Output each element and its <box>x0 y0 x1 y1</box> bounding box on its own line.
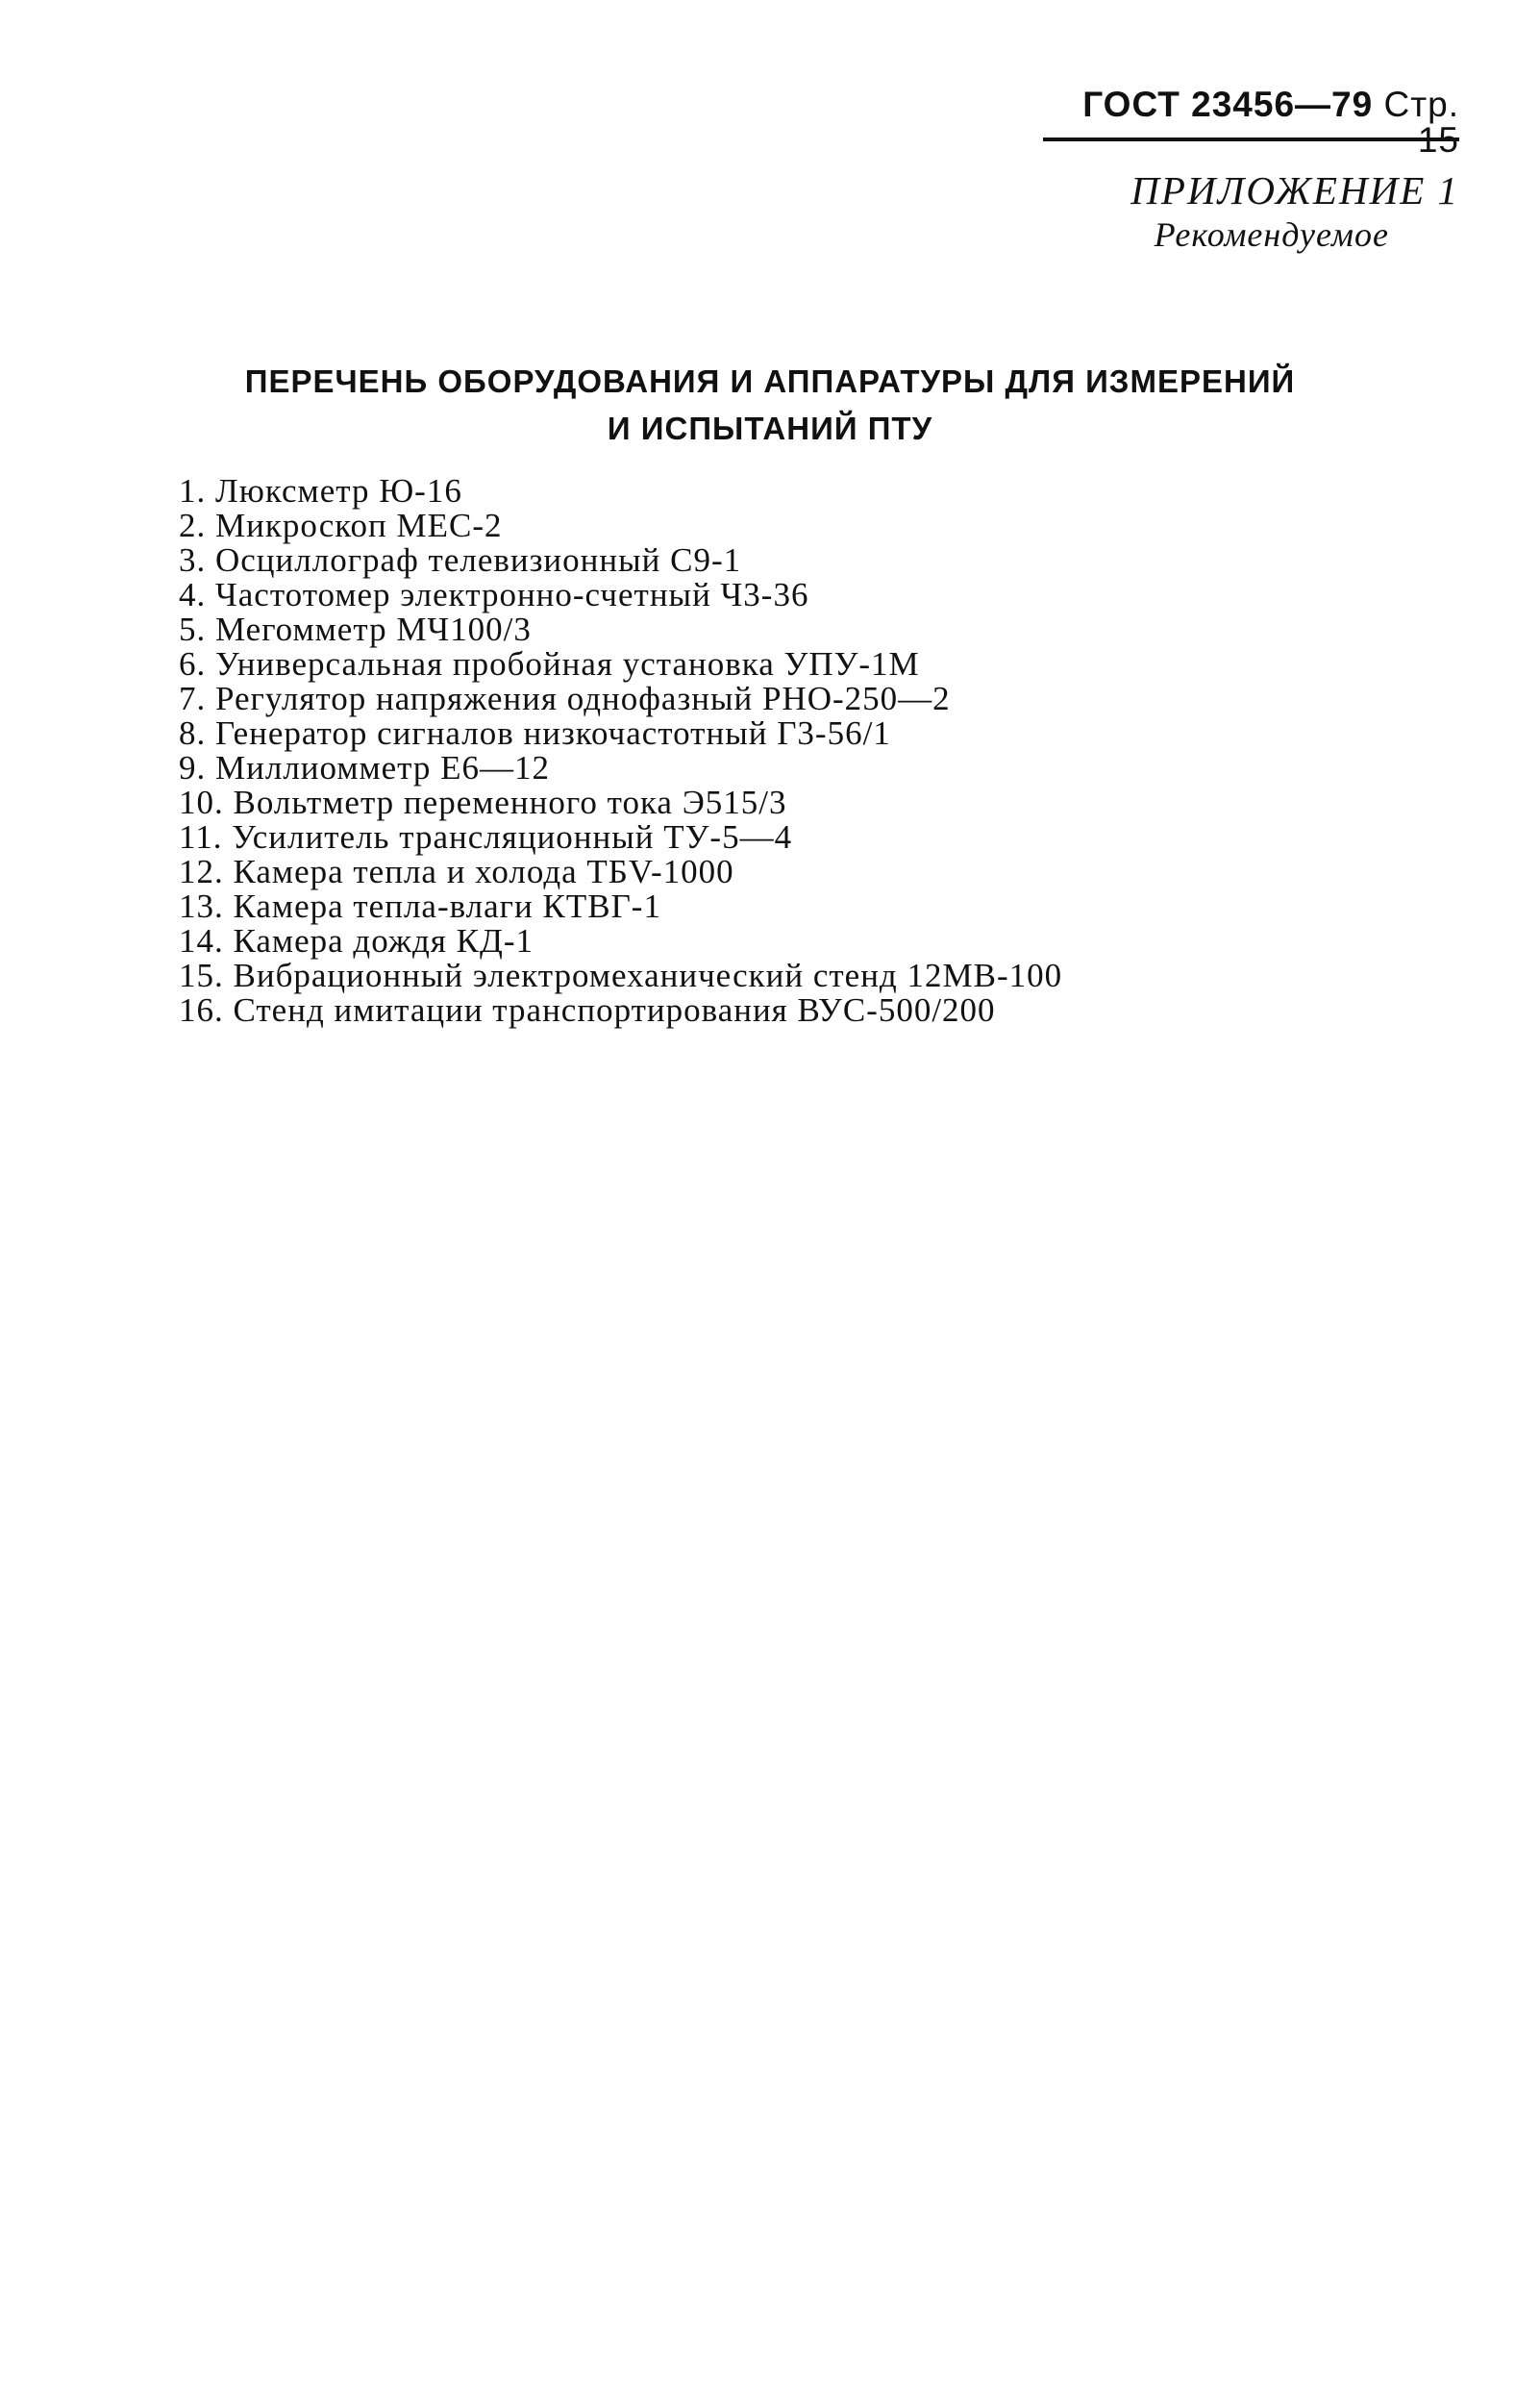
list-item: 14. Камера дождя КД-1 <box>179 922 534 960</box>
equipment-list <box>179 474 1062 1028</box>
appendix-label: ПРИЛОЖЕНИЕ 1 <box>1130 168 1459 212</box>
header-rule <box>1043 138 1459 141</box>
list-item: 5. Мегомметр МЧ100/3 <box>179 611 532 648</box>
list-item: 7. Регулятор напряжения однофазный РНО-250—2 <box>179 680 951 717</box>
list-item: 4. Частотомер электронно-счетный Ч3-36 <box>179 576 809 613</box>
list-item: 13. Камера тепла-влаги КТВГ-1 <box>179 888 661 925</box>
appendix-status: Рекомендуемое <box>1154 215 1389 254</box>
page-title <box>173 358 1367 452</box>
title-line-2: И ИСПЫТАНИЙ ПТУ <box>607 411 933 446</box>
page-header <box>1043 87 1459 158</box>
list-item: 6. Универсальная пробойная установка УПУ-1М <box>179 645 920 683</box>
list-item: 16. Стенд имитации транспортирования ВУС-500/200 <box>179 991 996 1029</box>
list-item: 10. Вольтметр переменного тока Э515/3 <box>179 784 787 821</box>
list-item: 15. Вибрационный электромеханический стенд 12МВ-100 <box>179 957 1063 994</box>
document-code: ГОСТ 23456—79 <box>1082 85 1374 124</box>
list-item: 11. Усилитель трансляционный ТУ-5—4 <box>179 818 793 856</box>
list-item: 8. Генератор сигналов низкочастотный Г3-56/1 <box>179 714 891 752</box>
list-item: 1. Люксметр Ю-16 <box>179 472 462 510</box>
page-number: Стр. 15 <box>1383 85 1459 160</box>
list-item: 3. Осциллограф телевизионный С9-1 <box>179 541 742 579</box>
title-line-1: ПЕРЕЧЕНЬ ОБОРУДОВАНИЯ И АППАРАТУРЫ ДЛЯ ИЗМЕРЕНИЙ <box>244 363 1296 399</box>
list-item: 2. Микроскоп МЕС-2 <box>179 507 503 544</box>
list-item: 12. Камера тепла и холода ТБV-1000 <box>179 853 734 890</box>
list-item: 9. Миллиомметр Е6—12 <box>179 749 551 787</box>
